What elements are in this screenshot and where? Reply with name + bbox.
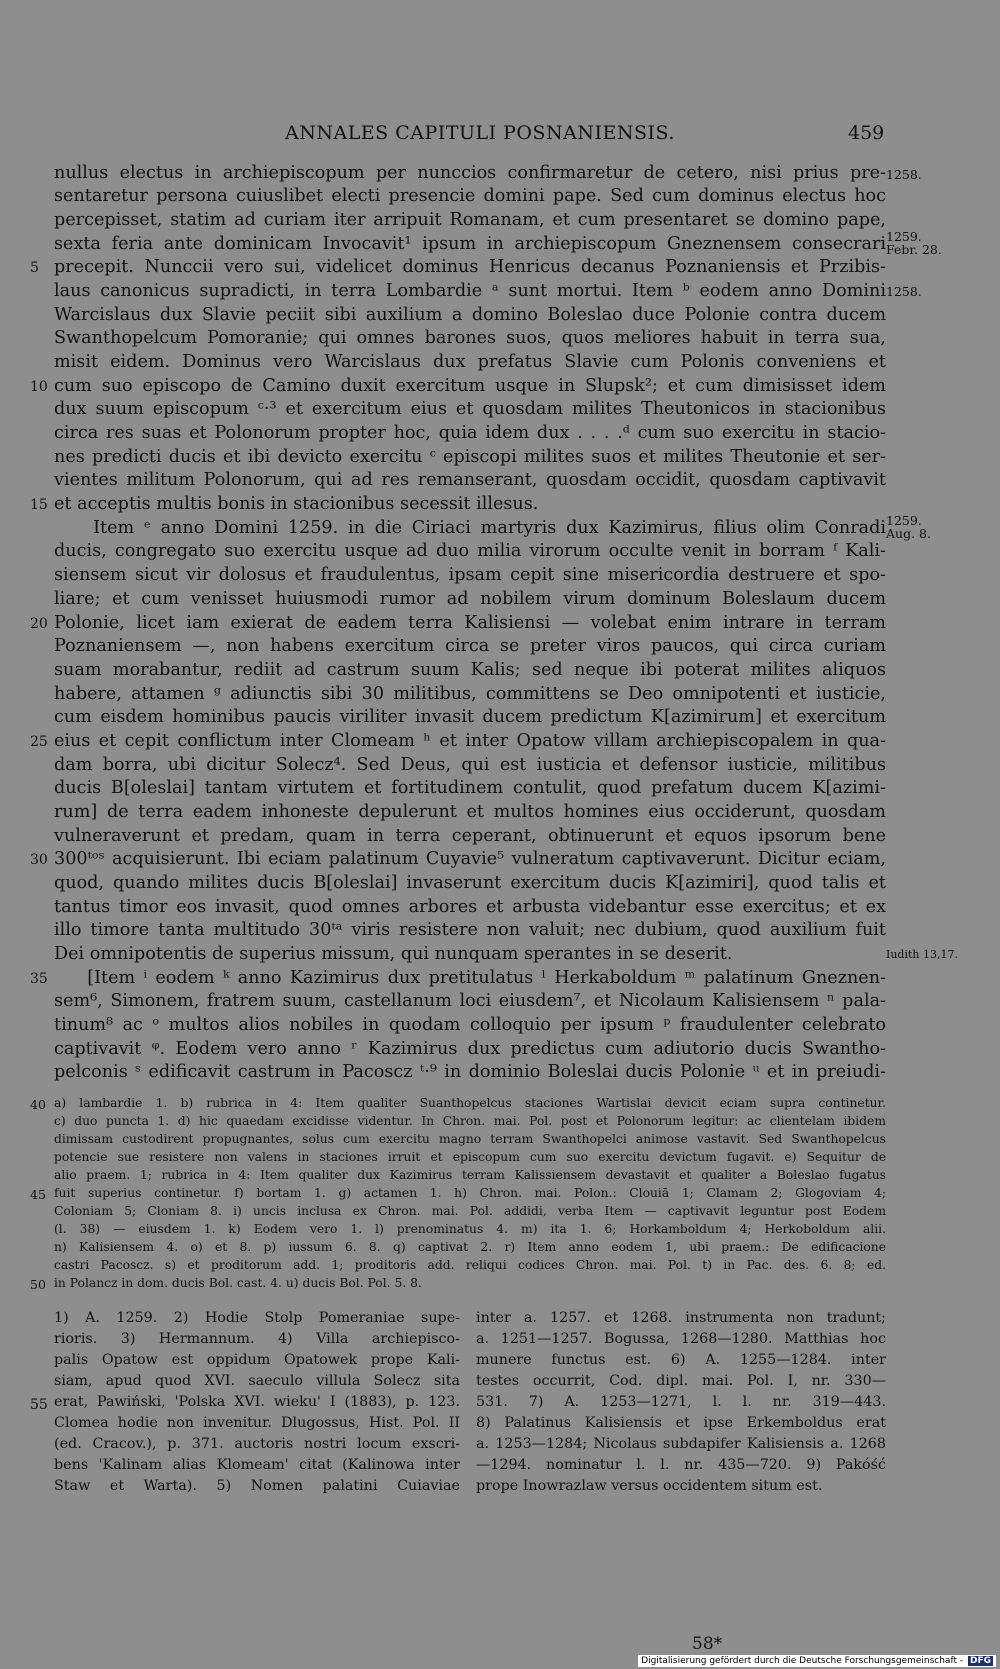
- critical-note-line: dimissam custodirent propugnantes, solus cum exercitu magno terram Swanthopelci animose vastavit. Sed Swanthopelcus: [54, 1132, 886, 1146]
- critical-note-line: castri Pacoscz. s) et proditorum add. 1; proditoris add. reliqui codices Chron. mai. Pol. t) in Pac. des. 6. 8; ed.: [54, 1258, 886, 1272]
- line-number: 5: [30, 260, 39, 276]
- line-number: 55: [30, 1397, 48, 1413]
- body-line: sentaretur persona cuiuslibet electi presencie domini pape. Sed cum dominus electus hoc: [54, 186, 886, 206]
- body-line: sem⁶, Simonem, fratrem suum, castellanum loci eiusdem⁷, et Nicolaum Kalisiensem ⁿ pala-: [54, 991, 886, 1011]
- line-number: 30: [30, 852, 48, 868]
- dfg-logo: DFG: [969, 1656, 991, 1666]
- line-number: 50: [30, 1277, 46, 1292]
- margin-date: Febr. 28.: [886, 242, 942, 257]
- body-line: habere, attamen ᵍ adiunctis sibi 30 militibus, committens se Deo omnipotenti et iusticie,: [54, 684, 886, 704]
- critical-note-line: Coloniam 5; Cloniam 8. i) uncis inclusa ex Chron. mai. Pol. addidi, verba Item — captivavit leguntur post Eodem: [54, 1204, 886, 1218]
- body-line: tinum⁸ ac ᵒ multos alios nobiles in quodam colloquio per ipsum ᵖ fraudulenter celebrato: [54, 1015, 886, 1035]
- body-line: [Item ⁱ eodem ᵏ anno Kazimirus dux pretitulatus ˡ Herkaboldum ᵐ palatinum Gneznen-: [54, 968, 886, 988]
- body-line: Item ᵉ anno Domini 1259. in die Ciriaci martyris dux Kazimirus, filius olim Conradi: [54, 518, 886, 538]
- body-line: liare; et cum venisset huiusmodi rumor ad nobilem virum dominum Boleslaum ducem: [54, 589, 886, 609]
- historical-note-right: testes occurrit, Cod. dipl. mai. Pol. I, nr. 330—: [476, 1373, 886, 1389]
- margin-date: Aug. 8.: [886, 526, 931, 541]
- funding-note: Digitalisierung gefördert durch die Deutsche Forschungsgemeinschaft -: [641, 1656, 964, 1666]
- line-number: 25: [30, 734, 48, 750]
- body-line: Poznaniensem —, non habens exercitum circa se preter viros paucos, qui circa curiam: [54, 636, 886, 656]
- body-line: ducis, congregato suo exercitu usque ad duo milia virorum occulte venit in borram ᶠ Kali-: [54, 541, 886, 561]
- body-line: quod, quando milites ducis B[oleslai] invaserunt exercitum ducis K[azimiri], quod talis et: [54, 873, 886, 893]
- historical-note-left: (ed. Cracov.), p. 371. auctoris nostri locum exscri-: [54, 1436, 460, 1452]
- line-number: 45: [30, 1187, 46, 1202]
- historical-note-left: 1) A. 1259. 2) Hodie Stolp Pomeraniae supe-: [54, 1310, 460, 1326]
- critical-note-line: potencie sue resistere non valens in staciones irruit et episcopum cum suo exercitu devictum fugavit. e) Sequitur de: [54, 1150, 886, 1164]
- historical-note-left: erat, Pawiński, 'Polska XVI. wieku' I (1883), p. 123.: [54, 1394, 460, 1410]
- historical-note-right: a. 1251—1257. Bogussa, 1268—1280. Matthias hoc: [476, 1331, 886, 1347]
- line-number: 15: [30, 497, 48, 513]
- historical-note-left: siam, apud quod XVI. saeculo villula Solecz sita: [54, 1373, 460, 1389]
- margin-date: 1259.: [886, 513, 922, 528]
- body-line: 300ᵗᵒˢ acquisierunt. Ibi eciam palatinum Cuyavie⁵ vulneratum captivaverunt. Dicitur eciam,: [54, 849, 886, 869]
- critical-note-line: in Polancz in dom. ducis Bol. cast. 4. u) ducis Bol. Pol. 5. 8.: [54, 1276, 422, 1290]
- body-line: rum] de terra eadem inhoneste depulerunt et multos homines eius occiderunt, quosdam: [54, 802, 886, 822]
- body-line: et acceptis multis bonis in stacionibus secessit illesus.: [54, 494, 539, 514]
- body-line: precepit. Nunccii vero sui, videlicet dominus Henricus decanus Poznaniensis et Przibis-: [54, 257, 886, 277]
- historical-note-right: munere functus est. 6) A. 1255—1284. inter: [476, 1352, 886, 1368]
- margin-reference: Iudith 13,17.: [886, 948, 958, 961]
- historical-note-left: Staw et Warta). 5) Nomen palatini Cuiaviae: [54, 1478, 460, 1494]
- running-title: ANNALES CAPITULI POSNANIENSIS.: [285, 122, 675, 144]
- body-line: vulneraverunt et predam, quam in terra ceperant, obtinuerunt et equos ipsorum bene: [54, 826, 886, 846]
- body-line: ducis B[oleslai] tantam virtutem et fortitudinem contulit, quod prefatum ducem K[azimi-: [54, 778, 886, 798]
- critical-note-line: a) lambardie 1. b) rubrica in 4: Item qualiter Suanthopelcus staciones Wartislai devicit eciam supra continetur.: [54, 1096, 886, 1110]
- body-line: Dei omnipotentis de superius missum, qui nunquam sperantes in se deserit.: [54, 944, 733, 964]
- historical-note-right: prope Inowrazlaw versus occidentem situm est.: [476, 1478, 823, 1494]
- body-line: suam morabantur, rediit ad castrum suum Kalis; sed neque ibi poterat milites aliquos: [54, 660, 886, 680]
- body-line: Polonie, licet iam exierat de eadem terra Kalisiensi — volebat enim intrare in terram: [54, 613, 886, 633]
- critical-note-line: n) Kalisiensem 4. o) et 8. p) iussum 6. 8. q) captivat 2. r) Item anno eodem 1, ubi praem.: De edificacione: [54, 1240, 886, 1254]
- critical-note-line: c) duo puncta 1. d) hic quaedam excidisse videntur. In Chron. mai. Pol. post et Polonorum legitur: ac clientelam ibidem: [54, 1114, 886, 1128]
- body-line: laus canonicus supradicti, in terra Lombardie ᵃ sunt mortui. Item ᵇ eodem anno Domini: [54, 281, 886, 301]
- critical-note-line: (l. 38) — eiusdem 1. k) Eodem vero 1. l) prenominatus 4. m) ita 1. 6; Horkamboldum 4; Herkoboldum alii.: [54, 1222, 886, 1236]
- signature-mark: 58*: [692, 1634, 723, 1654]
- line-number: 20: [30, 616, 48, 632]
- body-line: dam borra, ubi dicitur Solecz⁴. Sed Deus, qui est iusticia et defensor iusticie, militibus: [54, 755, 886, 775]
- margin-date: 1258.: [886, 284, 922, 299]
- historical-note-right: a. 1253—1284; Nicolaus subdapifer Kalisiensis a. 1268: [476, 1436, 886, 1452]
- body-line: siensem sicut vir dolosus et fraudulentus, ipsam cepit sine misericordia destruere et spo-: [54, 565, 886, 585]
- line-number: 40: [30, 1097, 46, 1112]
- body-line: eius et cepit conflictum inter Clomeam ʰ et inter Opatow villam archiepiscopalem in qua-: [54, 731, 886, 751]
- body-line: nullus electus in archiepiscopum per nunccios confirmaretur de cetero, nisi prius pre-: [54, 163, 886, 183]
- body-line: vientes militum Polonorum, qui ad res remanserant, quosdam occidit, quosdam captivavit: [54, 470, 886, 490]
- body-line: Warcislaus dux Slavie peciit sibi auxilium a domino Boleslao duce Polonie contra ducem: [54, 305, 886, 325]
- critical-note-line: fuit superius continetur. f) bortam 1. g) actamen 1. h) Chron. mai. Polon.: Clouiā 1; Clamam 2; Glogoviam 4;: [54, 1186, 886, 1200]
- funding-credit: [638, 1655, 996, 1667]
- historical-note-right: 531. 7) A. 1253—1271, l. l. nr. 319—443.: [476, 1394, 886, 1410]
- body-line: misit eidem. Dominus vero Warcislaus dux prefatus Slavie cum Polonis conveniens et: [54, 352, 886, 372]
- line-number: 10: [30, 379, 48, 395]
- margin-date: 1258.: [886, 167, 922, 182]
- body-line: cum suo episcopo de Camino duxit exercitum usque in Slupsk²; et cum dimisisset idem: [54, 376, 886, 396]
- historical-note-right: —1294. nominatur l. l. nr. 435—720. 9) Pakóść: [476, 1457, 886, 1473]
- body-line: nes predicti ducis et ibi devicto exercitu ᶜ episcopi milites suos et milites Theutonie et ser-: [54, 447, 886, 467]
- critical-note-line: alio praem. 1; rubrica in 4: Item qualiter dux Kazimirus terram Kalissiensem devastavit et qualiter a Boleslao fugatus: [54, 1168, 886, 1182]
- body-line: pelconis ˢ edificavit castrum in Pacoscz ᵗ·⁹ in dominio Boleslai ducis Polonie ᵘ et in preiudi-: [54, 1062, 886, 1082]
- historical-note-right: inter a. 1257. et 1268. instrumenta non tradunt;: [476, 1310, 886, 1326]
- body-line: illo timore tanta multitudo 30ᵗᵃ viris resistere non valuit; nec dubium, quod auxilium fuit: [54, 920, 886, 940]
- body-line: sexta feria ante dominicam Invocavit¹ ipsum in archiepiscopum Gneznensem consecrari: [54, 234, 886, 254]
- body-line: tantus timor eos invasit, quod omnes arbores et arbusta videbantur esse exercitus; et ex: [54, 897, 886, 917]
- historical-note-left: rioris. 3) Hermannum. 4) Villa archiepisco-: [54, 1331, 460, 1347]
- margin-date: 1259.: [886, 229, 922, 244]
- body-line: circa res suas et Polonorum propter hoc, quia idem dux . . . .ᵈ cum suo exercitu in stacio-: [54, 423, 886, 443]
- historical-note-left: palis Opatow est oppidum Opatowek prope Kali-: [54, 1352, 460, 1368]
- body-line: dux suum episcopum ᶜ·³ et exercitum eius et quosdam milites Theutonicos in stacionibus: [54, 399, 886, 419]
- historical-note-left: Clomea hodie non invenitur. Dlugossus, Hist. Pol. II: [54, 1415, 460, 1431]
- body-line: Swanthopelcum Pomoranie; qui omnes barones suos, quos meliores habuit in terra sua,: [54, 328, 886, 348]
- historical-note-left: bens 'Kalinam alias Klomeam' citat (Kalinowa inter: [54, 1457, 460, 1473]
- body-line: captivavit ᵠ. Eodem vero anno ʳ Kazimirus dux predictus cum adiutorio ducis Swantho-: [54, 1039, 886, 1059]
- body-line: percepisset, statim ad curiam iter arripuit Romanam, et cum presentaret se domino pape,: [54, 210, 886, 230]
- body-line: cum eisdem hominibus paucis viriliter invasit ducem predictum K[azimirum] et exercitum: [54, 707, 886, 727]
- line-number: 35: [30, 971, 48, 987]
- page-number: 459: [848, 122, 885, 144]
- historical-note-right: 8) Palatinus Kalisiensis et ipse Erkemboldus erat: [476, 1415, 886, 1431]
